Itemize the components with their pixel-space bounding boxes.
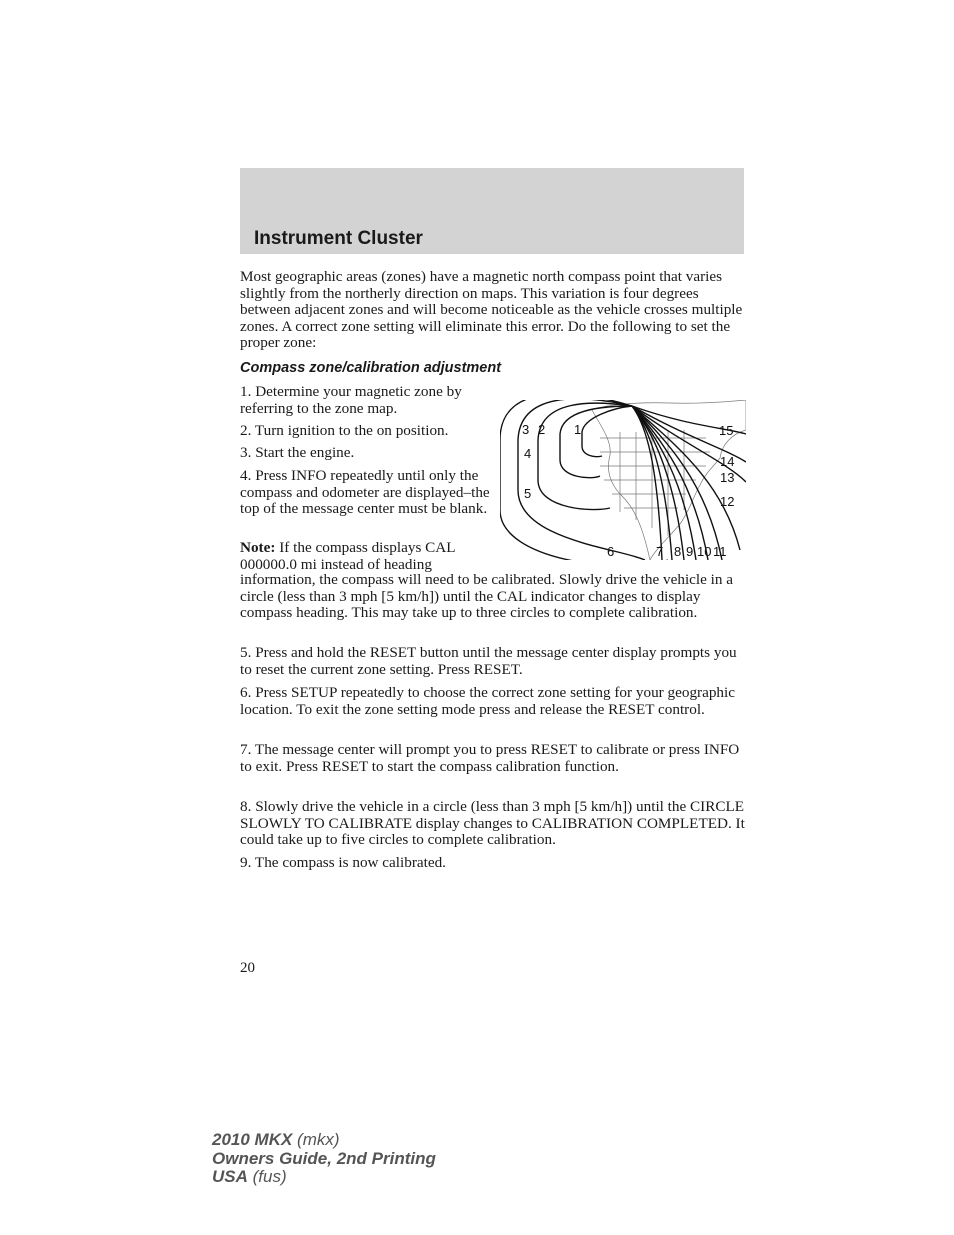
zone-label-11: 11: [713, 544, 727, 559]
zone-label-5: 5: [524, 486, 532, 501]
note-label: Note:: [240, 539, 276, 556]
footer: [212, 1131, 436, 1187]
step-7: 7. The message center will prompt you to press RESET to calibrate or press INFO to exit. Press RESET to start the compass calibration function.: [240, 741, 740, 775]
zone-label-7: 7: [656, 544, 664, 559]
step-6: 6. Press SETUP repeatedly to choose the correct zone setting for your geographic location. To exit the zone setting mode press and release the RESET control.: [240, 684, 735, 718]
footer-line-1: 2010 MKX (mkx): [212, 1130, 340, 1149]
section-title: Instrument Cluster: [254, 228, 423, 249]
note-paragraph: [240, 540, 490, 573]
section-header: [240, 168, 744, 254]
subheading: Compass zone/calibration adjustment: [240, 360, 502, 376]
zone-map: [500, 400, 746, 560]
step-3: 3. Start the engine.: [240, 444, 355, 461]
step-4: 4. Press INFO repeatedly until only the compass and odometer are displayed–the top of the message center must be blank.: [240, 467, 490, 517]
zone-label-12: 12: [720, 494, 735, 509]
zone-label-6: 6: [607, 544, 615, 559]
zone-label-9: 9: [686, 544, 694, 559]
step-1: 1. Determine your magnetic zone by referring to the zone map.: [240, 383, 462, 417]
zone-label-13: 13: [720, 470, 735, 485]
zone-label-14: 14: [720, 454, 735, 469]
note-continuation: information, the compass will need to be calibrated. Slowly drive the vehicle in a circle (less than 3 mph [5 km/h]) until the CAL indicator changes to display compass heading. This may take up to three circles to complete calibration.: [240, 571, 734, 621]
step-8: 8. Slowly drive the vehicle in a circle (less than 3 mph [5 km/h]) until the CIRCLE SLOWLY TO CALIBRATE display changes to CALIBRATION COMPLETED. It could take up to five circles to complete calibration.: [240, 798, 745, 848]
footer-line-3: USA (fus): [212, 1167, 287, 1186]
step-9: 9. The compass is now calibrated.: [240, 854, 446, 871]
step-2: 2. Turn ignition to the on position.: [240, 422, 449, 439]
zone-label-15: 15: [719, 423, 734, 438]
note-text: If the compass displays CAL 000000.0 mi instead of heading: [240, 539, 455, 573]
zone-label-1: 1: [574, 422, 582, 437]
footer-line-2: Owners Guide, 2nd Printing: [212, 1148, 436, 1168]
zone-label-4: 4: [524, 446, 532, 461]
page-number: 20: [240, 960, 255, 976]
zone-label-10: 10: [697, 544, 712, 559]
zone-labels: [522, 422, 734, 559]
zone-label-3: 3: [522, 422, 530, 437]
zone-label-2: 2: [538, 422, 546, 437]
step-5: 5. Press and hold the RESET button until the message center display prompts you to reset the current zone setting. Press RESET.: [240, 644, 737, 678]
intro-paragraph: Most geographic areas (zones) have a magnetic north compass point that varies slightly from the northerly direction on maps. This variation is four degrees between adjacent zones and will become noticeable as the vehicle crosses multiple zones. A correct zone setting will eliminate this error. Do the following to set the proper zone:: [240, 268, 743, 351]
zone-label-8: 8: [674, 544, 682, 559]
